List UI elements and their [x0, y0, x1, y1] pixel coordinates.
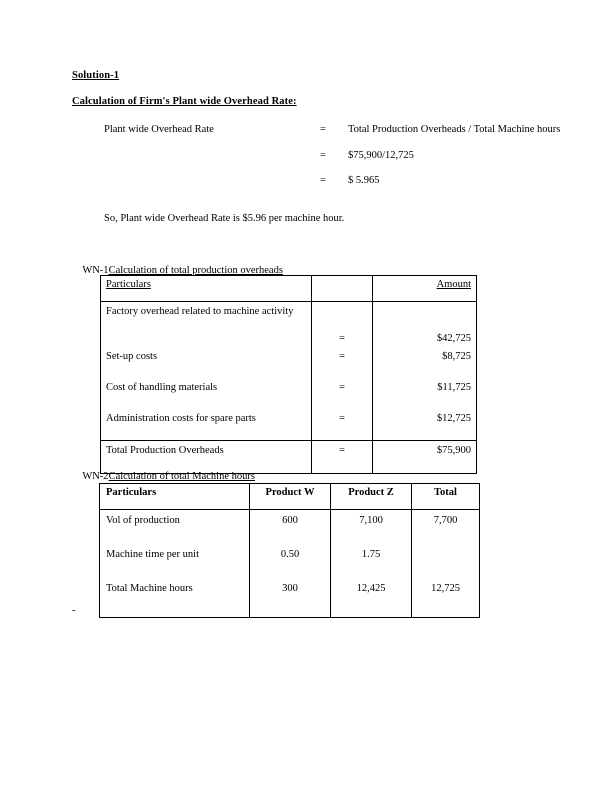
wn1-row2-amount: $11,725 — [373, 378, 477, 409]
table-row — [101, 302, 477, 348]
table-row — [100, 578, 480, 618]
wn1-title: Calculation of total production overheads — [108, 265, 283, 276]
wn2-row1-total — [412, 544, 480, 578]
table-row — [101, 378, 477, 409]
wn2-row2-product-z: 12,425 — [331, 578, 412, 618]
wn1-row1-amount: $8,725 — [373, 347, 477, 378]
formula-value-3: $ 5.965 — [348, 175, 380, 186]
wn1-row1-particulars: Set-up costs — [101, 347, 312, 378]
wn2-tag: WN-2 — [82, 471, 109, 482]
wn1-col-blank — [312, 276, 373, 302]
wn2-row1-particulars: Machine time per unit — [100, 544, 250, 578]
wn2-row0-product-z: 7,100 — [331, 510, 412, 545]
table-header-row — [100, 484, 480, 510]
wn2-row2-particulars: Total Machine hours — [100, 578, 250, 618]
wn1-row3-equals: = — [312, 409, 373, 441]
wn2-row1-product-z: 1.75 — [331, 544, 412, 578]
wn1-col-amount — [373, 276, 477, 302]
formula-equals-1: = — [320, 124, 326, 135]
formula-equals-3: = — [320, 175, 326, 186]
wn1-row0-equals: = — [312, 302, 373, 348]
wn1-col-amount-label: Amount — [436, 279, 471, 290]
wn2-col-product-w: Product W — [250, 484, 331, 510]
formula-label: Plant wide Overhead Rate — [104, 124, 214, 135]
table-row — [101, 409, 477, 441]
conclusion-text: So, Plant wide Overhead Rate is $5.96 per machine hour. — [104, 213, 345, 224]
wn1-row3-amount: $12,725 — [373, 409, 477, 441]
wn1-row1-equals: = — [312, 347, 373, 378]
wn2-title: Calculation of total Machine hours — [108, 471, 255, 482]
wn1-row2-equals: = — [312, 378, 373, 409]
wn2-row1-product-w: 0.50 — [250, 544, 331, 578]
wn2-table — [99, 483, 480, 618]
wn1-row3-particulars: Administration costs for spare parts — [101, 409, 312, 441]
wn1-total-particulars: Total Production Overheads — [101, 441, 312, 474]
table-row — [101, 347, 477, 378]
formula-value-2: $75,900/12,725 — [348, 150, 414, 161]
formula-equals-2: = — [320, 150, 326, 161]
wn2-col-total: Total — [412, 484, 480, 510]
wn2-row0-product-w: 600 — [250, 510, 331, 545]
wn2-col-particulars: Particulars — [100, 484, 250, 510]
calculation-heading: Calculation of Firm's Plant wide Overhead Rate: — [72, 96, 297, 107]
wn1-col-particulars-label: Particulars — [106, 279, 151, 290]
table-row — [100, 510, 480, 545]
wn1-row2-particulars: Cost of handling materials — [101, 378, 312, 409]
wn1-row0-amount: $42,725 — [373, 302, 477, 348]
wn2-row0-particulars: Vol of production — [100, 510, 250, 545]
table-header-row — [101, 276, 477, 302]
wn2-col-product-z: Product Z — [331, 484, 412, 510]
formula-value-1: Total Production Overheads / Total Machine hours — [348, 124, 561, 135]
wn2-row2-total: 12,725 — [412, 578, 480, 618]
wn1-table — [100, 275, 477, 474]
wn2-row0-total: 7,700 — [412, 510, 480, 545]
wn1-total-amount: $75,900 — [373, 441, 477, 474]
wn2-row2-product-w: 300 — [250, 578, 331, 618]
wn1-col-particulars — [101, 276, 312, 302]
table-row — [100, 544, 480, 578]
wn1-total-equals: = — [312, 441, 373, 474]
solution-heading: Solution-1 — [72, 70, 120, 81]
wn1-tag: WN-1 — [82, 265, 109, 276]
wn1-row0-particulars: Factory overhead related to machine activity — [101, 302, 312, 348]
trailing-mark: - — [72, 605, 76, 616]
